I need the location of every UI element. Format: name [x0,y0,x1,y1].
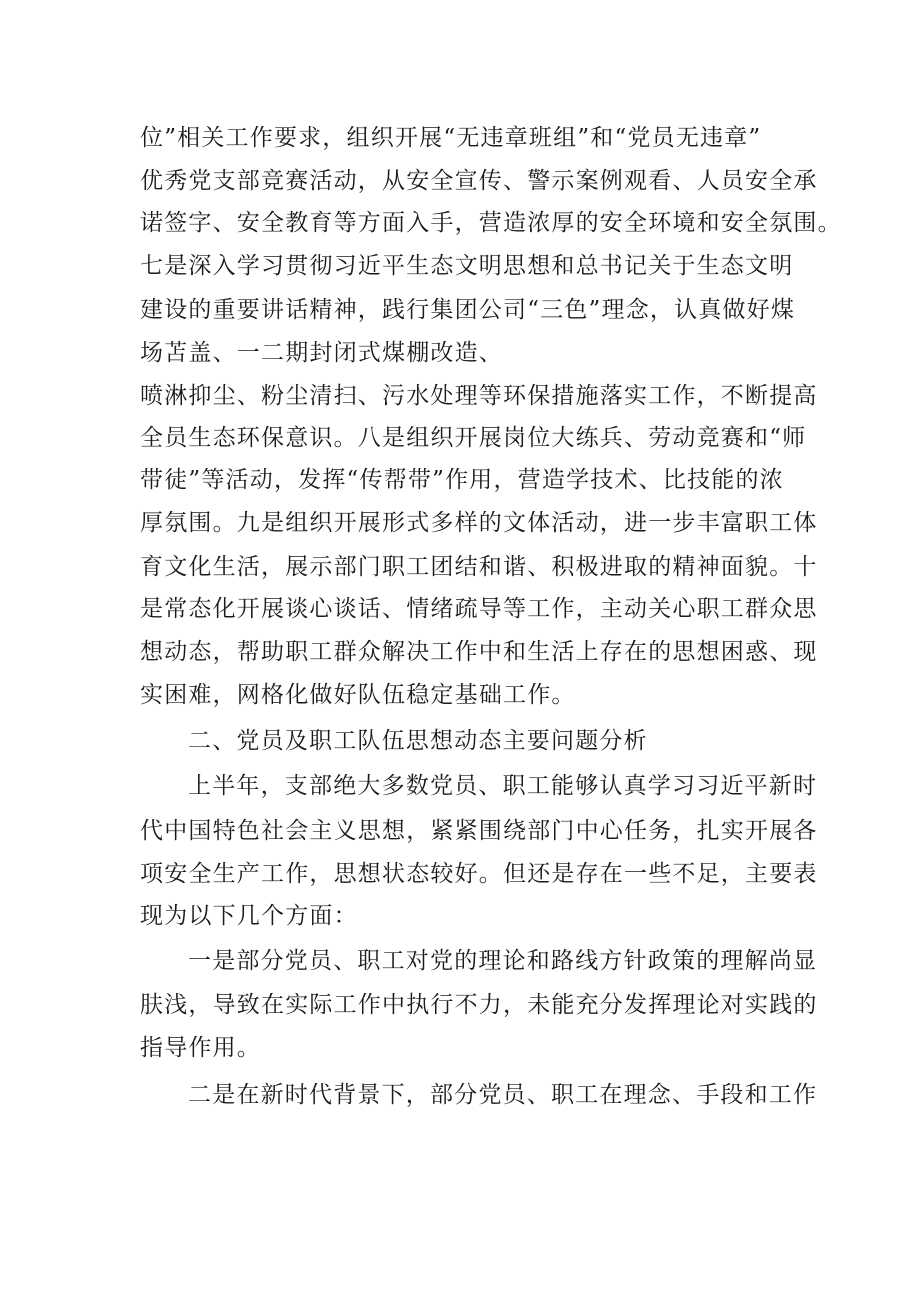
text-line: 实困难，网格化做好队伍稳定基础工作。 [140,682,576,708]
text-line: 建设的重要讲话精神，践行集团公司“三色”理念，认真做好煤 [140,297,796,323]
text-line: 指导作用。 [140,1035,261,1061]
text-line: 位”相关工作要求，组织开展“无违章班组”和“党员无违章” [140,125,762,151]
text-line: 喷淋抑尘、粉尘清扫、污水处理等环保措施落实工作，不断提高 [140,383,818,409]
text-line: 优秀党支部竞赛活动，从安全宣传、警示案例观看、人员安全承 [140,168,818,194]
text-line: 场苫盖、一二期封闭式煤棚改造、 [140,340,503,366]
text-line: 是常态化开展谈心谈话、情绪疏导等工作，主动关心职工群众思 [140,596,818,622]
text-line: 一是部分党员、职工对党的理论和路线方针政策的理解尚显 [188,948,818,974]
text-line: 想动态，帮助职工群众解决工作中和生活上存在的思想困惑、现 [140,639,818,665]
text-line: 育文化生活，展示部门职工团结和谐、积极进取的精神面貌。十 [140,554,818,580]
text-line: 上半年，支部绝大多数党员、职工能够认真学习习近平新时 [188,773,818,799]
text-line: 七是深入学习贯彻习近平生态文明思想和总书记关于生态文明 [140,253,794,279]
text-line: 诺签字、安全教育等方面入手，营造浓厚的安全环境和安全氛围。 [140,210,842,236]
text-line: 厚氛围。九是组织开展形式多样的文体活动，进一步丰富职工体 [140,510,818,536]
text-line: 现为以下几个方面： [140,903,358,929]
text-line: 带徒”等活动，发挥“传帮带”作用，营造学技术、比技能的浓 [140,467,784,493]
text-line: 代中国特色社会主义思想，紧紧围绕部门中心任务，扎实开展各 [140,818,818,844]
text-line: 肤浅，导致在实际工作中执行不力，未能充分发挥理论对实践的 [140,992,818,1018]
text-line: 全员生态环保意识。八是组织开展岗位大练兵、劳动竞赛和“师 [140,425,807,451]
section-heading: 二、党员及职工队伍思想动态主要问题分析 [188,728,648,754]
text-line: 项安全生产工作，思想状态较好。但还是存在一些不足，主要表 [140,861,818,887]
text-line: 二是在新时代背景下，部分党员、职工在理念、手段和工作 [188,1082,818,1108]
